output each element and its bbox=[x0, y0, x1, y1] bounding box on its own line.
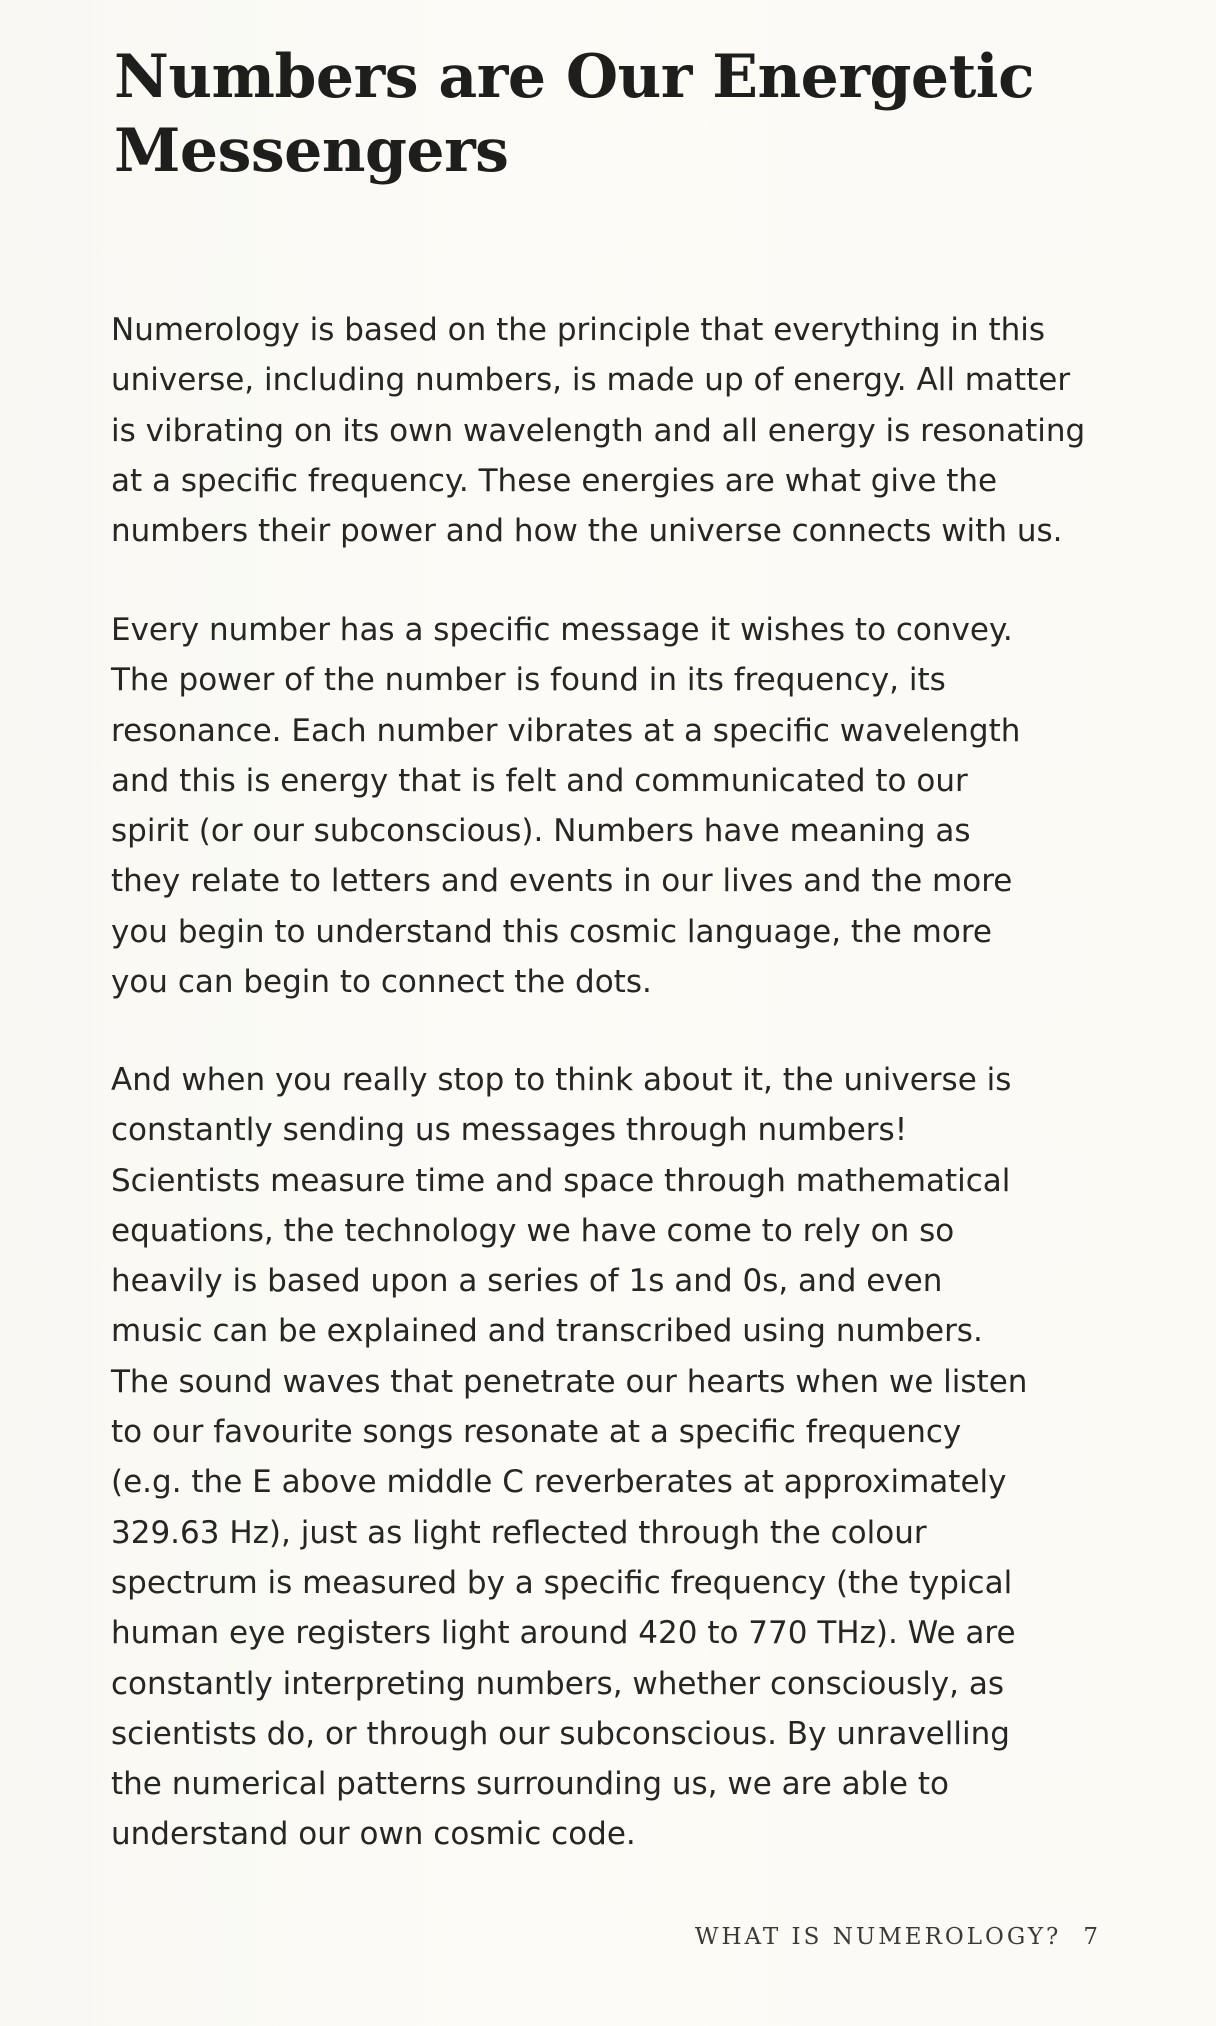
paragraph-line: spirit (or our subconscious). Numbers have meaning as bbox=[111, 813, 971, 850]
paragraph-line: spectrum is measured by a specific frequency (the typical bbox=[111, 1564, 1013, 1601]
paragraph-line: you can begin to connect the dots. bbox=[111, 964, 652, 1001]
paragraph-line: equations, the technology we have come to rely on so bbox=[111, 1212, 955, 1249]
page-number: 7 bbox=[1083, 1924, 1098, 1950]
paragraph-line: (e.g. the E above middle C reverberates at approximately bbox=[111, 1464, 1007, 1501]
page-title-line: Numbers are Our Energetic bbox=[114, 42, 1035, 112]
paragraph-line: at a specific frequency. These energies are what give the bbox=[111, 462, 998, 499]
paragraph-line: constantly sending us messages through numbers! bbox=[111, 1112, 908, 1149]
section-title: WHAT IS NUMEROLOGY? bbox=[694, 1924, 1062, 1950]
paragraph-line: The sound waves that penetrate our hearts when we listen bbox=[111, 1363, 1028, 1400]
paragraph-line: understand our own cosmic code. bbox=[111, 1816, 636, 1853]
paragraph-line: Numerology is based on the principle that everything in this bbox=[111, 312, 1046, 348]
paragraph-line: the numerical patterns surrounding us, we are able to bbox=[111, 1766, 949, 1803]
paragraph-line: The power of the number is found in its frequency, its bbox=[111, 662, 946, 699]
paragraph-line: constantly interpreting numbers, whether consciously, as bbox=[111, 1665, 1005, 1702]
paragraph-3 bbox=[111, 1055, 1111, 1860]
paragraph-line: scientists do, or through our subconscious. By unravelling bbox=[111, 1715, 1010, 1752]
paragraph-line: And when you really stop to think about it, the universe is bbox=[111, 1062, 1012, 1098]
paragraph-line: 329.63 Hz), just as light reflected through the colour bbox=[111, 1514, 927, 1551]
paragraph-line: music can be explained and transcribed using numbers. bbox=[111, 1313, 983, 1350]
paragraph-line: and this is energy that is felt and communicated to our bbox=[111, 762, 968, 799]
paragraph-1 bbox=[111, 305, 1111, 556]
paragraph-line: numbers their power and how the universe connects with us. bbox=[111, 513, 1063, 550]
page-title-line: Messengers bbox=[114, 116, 509, 186]
paragraph-line: is vibrating on its own wavelength and all energy is resonating bbox=[111, 412, 1086, 449]
paragraph-2 bbox=[111, 605, 1111, 1007]
paragraph-line: they relate to letters and events in our lives and the more bbox=[111, 863, 1013, 900]
paragraph-line: Scientists measure time and space through mathematical bbox=[111, 1162, 1011, 1199]
paragraph-line: resonance. Each number vibrates at a specific wavelength bbox=[111, 712, 1021, 749]
page-title bbox=[114, 40, 1054, 188]
paragraph-line: universe, including numbers, is made up of energy. All matter bbox=[111, 362, 1071, 399]
paragraph-line: human eye registers light around 420 to 770 THz). We are bbox=[111, 1615, 1016, 1652]
paragraph-line: heavily is based upon a series of 1s and 0s, and even bbox=[111, 1263, 943, 1300]
paragraph-line: to our favourite songs resonate at a specific frequency bbox=[111, 1414, 962, 1451]
paragraph-line: you begin to understand this cosmic language, the more bbox=[111, 913, 992, 950]
paragraph-line: Every number has a specific message it wishes to convey. bbox=[111, 612, 1013, 648]
running-footer bbox=[695, 1924, 1098, 1950]
